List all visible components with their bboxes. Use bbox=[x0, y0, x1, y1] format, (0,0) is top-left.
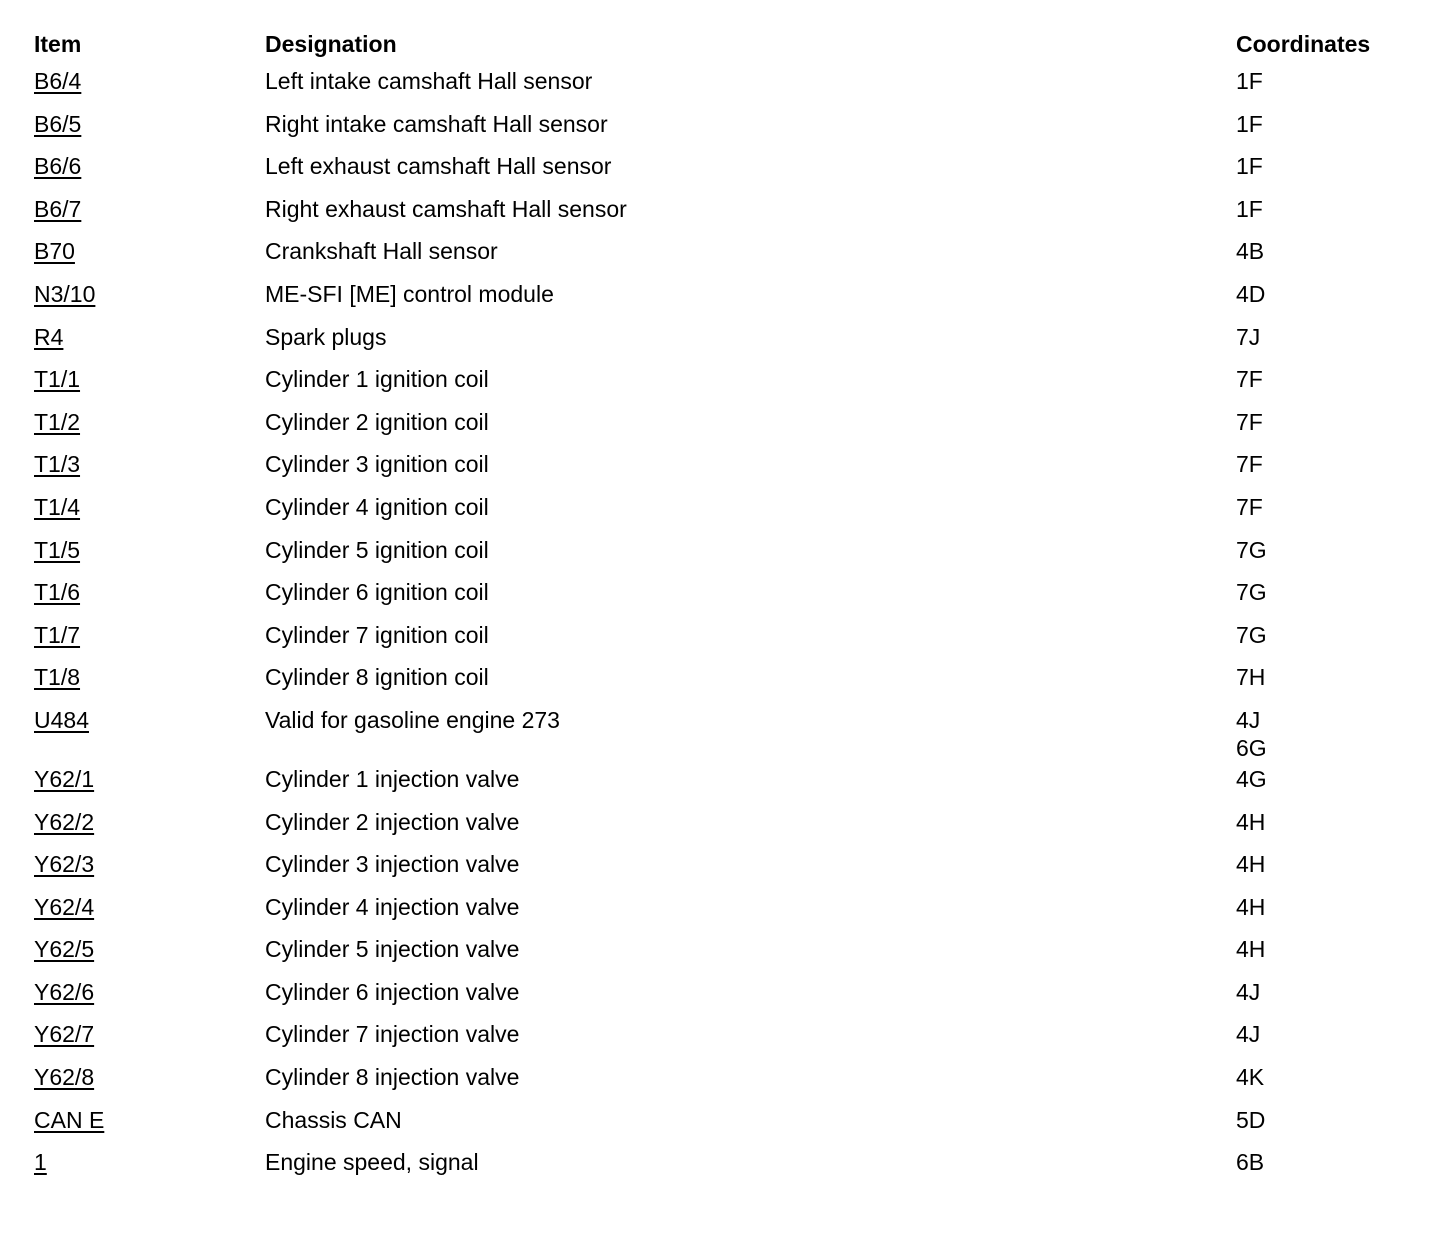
item-cell bbox=[34, 850, 265, 878]
item-link[interactable]: T1/3 bbox=[34, 451, 81, 478]
coordinates-cell bbox=[1236, 195, 1414, 223]
table-row bbox=[34, 890, 1414, 933]
table-row bbox=[34, 234, 1414, 277]
coordinate-value: 7F bbox=[1236, 366, 1263, 393]
item-cell bbox=[34, 408, 265, 436]
item-link[interactable]: B6/6 bbox=[34, 153, 82, 180]
item-link[interactable]: N3/10 bbox=[34, 280, 96, 307]
coordinate-value: 4H bbox=[1236, 851, 1266, 878]
coordinate-value: 7H bbox=[1236, 664, 1266, 691]
designation-cell: Cylinder 5 ignition coil bbox=[265, 536, 489, 563]
table-row bbox=[34, 490, 1414, 533]
item-cell bbox=[34, 1106, 265, 1134]
item-link[interactable]: B6/5 bbox=[34, 110, 82, 137]
item-cell bbox=[34, 808, 265, 836]
table-row bbox=[34, 107, 1414, 150]
coordinates-cell bbox=[1236, 808, 1414, 836]
coordinate-value: 5D bbox=[1236, 1106, 1266, 1133]
coordinate-value: 1F bbox=[1236, 68, 1263, 94]
table-row bbox=[34, 362, 1414, 405]
coordinates-cell bbox=[1236, 706, 1414, 762]
item-link[interactable]: Y62/1 bbox=[34, 765, 95, 792]
coordinates-cell bbox=[1236, 536, 1414, 564]
item-link[interactable]: T1/6 bbox=[34, 579, 81, 606]
designation-cell: Cylinder 1 injection valve bbox=[265, 765, 520, 792]
item-cell bbox=[34, 978, 265, 1006]
table-row bbox=[34, 575, 1414, 618]
item-cell bbox=[34, 67, 265, 95]
coordinates-cell bbox=[1236, 237, 1414, 265]
table-row bbox=[34, 277, 1414, 320]
designation-cell: Right exhaust camshaft Hall sensor bbox=[265, 195, 627, 222]
item-link[interactable]: B70 bbox=[34, 238, 75, 265]
coordinate-value: 1F bbox=[1236, 195, 1263, 222]
coordinate-value: 4D bbox=[1236, 280, 1266, 307]
item-cell bbox=[34, 706, 265, 734]
coordinate-value: 7F bbox=[1236, 451, 1263, 478]
designation-cell: Cylinder 7 injection valve bbox=[265, 1021, 520, 1048]
item-link[interactable]: Y62/8 bbox=[34, 1064, 95, 1091]
designation-cell: Cylinder 6 injection valve bbox=[265, 978, 520, 1005]
coordinates-cell bbox=[1236, 663, 1414, 691]
coordinates-cell bbox=[1236, 408, 1414, 436]
designation-cell: Cylinder 8 ignition coil bbox=[265, 664, 489, 691]
item-cell bbox=[34, 893, 265, 921]
coordinate-value: 4J bbox=[1236, 706, 1261, 733]
table-row bbox=[34, 533, 1414, 576]
item-link[interactable]: 1 bbox=[34, 1149, 47, 1176]
coordinate-value: 4H bbox=[1236, 936, 1266, 963]
designation-cell: Cylinder 6 ignition coil bbox=[265, 579, 489, 606]
table-row bbox=[34, 1103, 1414, 1146]
coordinate-value: 7J bbox=[1236, 323, 1261, 350]
table-row bbox=[34, 1145, 1414, 1188]
designation-cell: Valid for gasoline engine 273 bbox=[265, 706, 560, 733]
designation-cell: Cylinder 3 injection valve bbox=[265, 851, 520, 878]
item-link[interactable]: Y62/7 bbox=[34, 1021, 95, 1048]
item-cell bbox=[34, 365, 265, 393]
coordinates-cell bbox=[1236, 850, 1414, 878]
item-link[interactable]: B6/4 bbox=[34, 68, 82, 94]
table-row bbox=[34, 762, 1414, 805]
item-cell bbox=[34, 195, 265, 223]
header-coordinates: Coordinates bbox=[1236, 31, 1371, 57]
item-cell bbox=[34, 237, 265, 265]
table-row bbox=[34, 932, 1414, 975]
coordinate-value: 4J bbox=[1236, 978, 1261, 1005]
item-cell bbox=[34, 935, 265, 963]
coordinate-value: 7G bbox=[1236, 621, 1267, 648]
item-link[interactable]: B6/7 bbox=[34, 195, 82, 222]
item-cell bbox=[34, 621, 265, 649]
item-link[interactable]: CAN E bbox=[34, 1106, 105, 1133]
table-row bbox=[34, 64, 1414, 107]
item-link[interactable]: T1/5 bbox=[34, 536, 81, 563]
item-link[interactable]: T1/2 bbox=[34, 408, 81, 435]
item-cell bbox=[34, 323, 265, 351]
coordinate-value: 4B bbox=[1236, 238, 1265, 265]
coordinates-cell bbox=[1236, 1020, 1414, 1048]
coordinate-value: 6B bbox=[1236, 1149, 1265, 1176]
item-cell bbox=[34, 450, 265, 478]
coordinates-cell bbox=[1236, 935, 1414, 963]
designation-cell: Cylinder 4 injection valve bbox=[265, 893, 520, 920]
table-row bbox=[34, 320, 1414, 363]
coordinate-value: 4H bbox=[1236, 893, 1266, 920]
designation-cell: Cylinder 2 injection valve bbox=[265, 808, 520, 835]
coordinates-cell bbox=[1236, 1148, 1414, 1176]
coordinate-value: 1F bbox=[1236, 110, 1263, 137]
coordinates-cell bbox=[1236, 578, 1414, 606]
table-row bbox=[34, 703, 1414, 762]
designation-cell: Cylinder 4 ignition coil bbox=[265, 493, 489, 520]
coordinates-cell bbox=[1236, 765, 1414, 793]
coordinates-cell bbox=[1236, 450, 1414, 478]
table-row bbox=[34, 1017, 1414, 1060]
item-cell bbox=[34, 1020, 265, 1048]
item-cell bbox=[34, 152, 265, 180]
item-cell bbox=[34, 1063, 265, 1091]
designation-cell: Crankshaft Hall sensor bbox=[265, 238, 498, 265]
item-link[interactable]: Y62/5 bbox=[34, 936, 95, 963]
designation-cell: Engine speed, signal bbox=[265, 1149, 479, 1176]
item-cell bbox=[34, 663, 265, 691]
table-row bbox=[34, 149, 1414, 192]
item-link[interactable]: U484 bbox=[34, 706, 89, 733]
item-link[interactable]: R4 bbox=[34, 323, 64, 350]
coordinates-cell bbox=[1236, 978, 1414, 1006]
coordinates-cell bbox=[1236, 493, 1414, 521]
item-cell bbox=[34, 280, 265, 308]
table-row bbox=[34, 805, 1414, 848]
designation-cell: Left intake camshaft Hall sensor bbox=[265, 68, 593, 94]
item-link[interactable]: T1/7 bbox=[34, 621, 81, 648]
coordinates-cell bbox=[1236, 365, 1414, 393]
coordinate-value: 4G bbox=[1236, 765, 1267, 792]
item-cell bbox=[34, 1148, 265, 1176]
table-body bbox=[34, 64, 1414, 1188]
coordinates-cell bbox=[1236, 1106, 1414, 1134]
item-cell bbox=[34, 578, 265, 606]
item-link[interactable]: T1/8 bbox=[34, 664, 81, 691]
table-row bbox=[34, 660, 1414, 703]
item-cell bbox=[34, 536, 265, 564]
item-link[interactable]: T1/4 bbox=[34, 493, 81, 520]
item-cell bbox=[34, 765, 265, 793]
item-link[interactable]: Y62/3 bbox=[34, 851, 95, 878]
item-cell bbox=[34, 110, 265, 138]
designation-cell: Chassis CAN bbox=[265, 1106, 402, 1133]
table-row bbox=[34, 1060, 1414, 1103]
coordinates-cell bbox=[1236, 152, 1414, 180]
designation-cell: Cylinder 7 ignition coil bbox=[265, 621, 489, 648]
table-row bbox=[34, 618, 1414, 661]
item-link[interactable]: Y62/4 bbox=[34, 893, 95, 920]
item-link[interactable]: Y62/2 bbox=[34, 808, 95, 835]
coordinate-value: 4H bbox=[1236, 808, 1266, 835]
table-header-row bbox=[34, 30, 1414, 64]
designation-cell: Cylinder 3 ignition coil bbox=[265, 451, 489, 478]
coordinate-value: 7F bbox=[1236, 493, 1263, 520]
header-designation: Designation bbox=[265, 31, 397, 57]
coordinate-value: 7G bbox=[1236, 579, 1267, 606]
designation-cell: ME-SFI [ME] control module bbox=[265, 280, 554, 307]
coordinates-cell bbox=[1236, 1063, 1414, 1091]
table-row bbox=[34, 405, 1414, 448]
header-item: Item bbox=[34, 31, 82, 57]
table-row bbox=[34, 192, 1414, 235]
table-row bbox=[34, 975, 1414, 1018]
designation-cell: Cylinder 2 ignition coil bbox=[265, 408, 489, 435]
designation-cell: Spark plugs bbox=[265, 323, 387, 350]
table-row bbox=[34, 847, 1414, 890]
coordinates-cell bbox=[1236, 280, 1414, 308]
designation-cell: Cylinder 5 injection valve bbox=[265, 936, 520, 963]
coordinates-cell bbox=[1236, 110, 1414, 138]
item-link[interactable]: Y62/6 bbox=[34, 978, 95, 1005]
coordinates-cell bbox=[1236, 323, 1414, 351]
item-cell bbox=[34, 493, 265, 521]
designation-cell: Right intake camshaft Hall sensor bbox=[265, 110, 608, 137]
designation-cell: Cylinder 1 ignition coil bbox=[265, 366, 489, 393]
coordinate-value: 4J bbox=[1236, 1021, 1261, 1048]
designation-cell: Cylinder 8 injection valve bbox=[265, 1064, 520, 1091]
coordinate-value: 7F bbox=[1236, 408, 1263, 435]
table-row bbox=[34, 447, 1414, 490]
coordinates-cell bbox=[1236, 893, 1414, 921]
coordinate-value: 6G bbox=[1236, 734, 1267, 761]
coordinate-value: 4K bbox=[1236, 1064, 1265, 1091]
coordinate-value: 1F bbox=[1236, 153, 1263, 180]
coordinate-value: 7G bbox=[1236, 536, 1267, 563]
designation-cell: Left exhaust camshaft Hall sensor bbox=[265, 153, 612, 180]
component-legend-table bbox=[34, 30, 1414, 1188]
coordinates-cell bbox=[1236, 621, 1414, 649]
coordinates-cell bbox=[1236, 67, 1414, 95]
item-link[interactable]: T1/1 bbox=[34, 366, 81, 393]
